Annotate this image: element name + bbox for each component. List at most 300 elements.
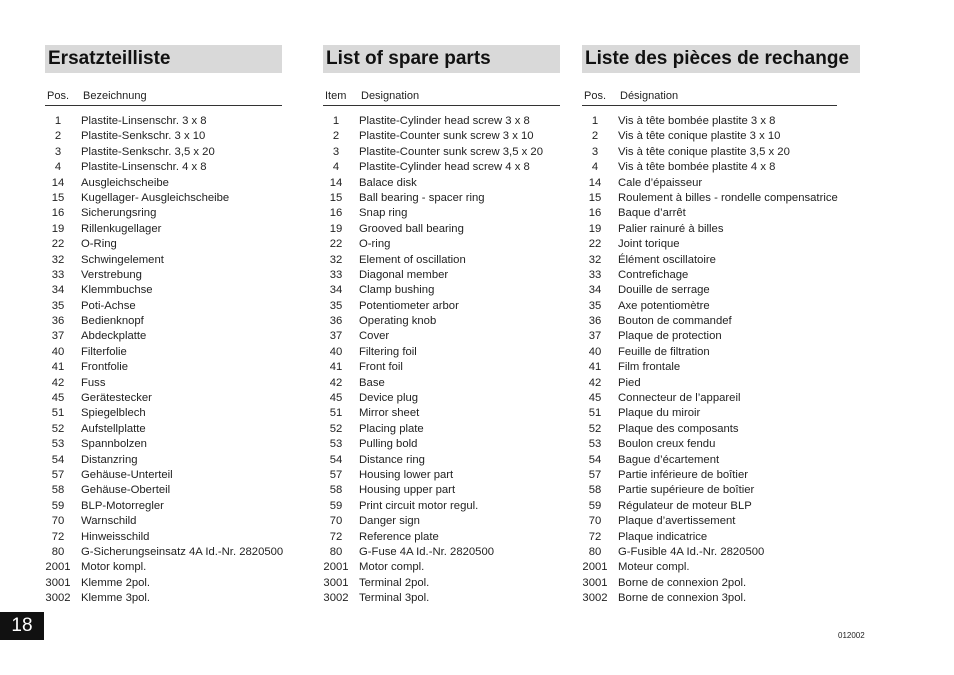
part-number: 34 — [588, 284, 602, 297]
header-number: Item — [325, 90, 347, 102]
part-number: 19 — [588, 222, 602, 235]
part-number: 3002 — [323, 592, 349, 605]
column-header — [582, 87, 837, 106]
part-number: 40 — [329, 345, 343, 358]
list-item — [582, 499, 860, 514]
part-description: Bague d’écartement — [618, 453, 720, 466]
part-description: Danger sign — [359, 515, 420, 528]
part-description: Plastite-Linsenschr. 4 x 8 — [81, 161, 207, 174]
part-description: Verstrebung — [81, 268, 142, 281]
list-item — [45, 299, 282, 314]
part-number: 58 — [588, 484, 602, 497]
list-item — [45, 145, 282, 160]
part-description: Axe potentiomètre — [618, 299, 710, 312]
part-description: Vis à tête bombée plastite 3 x 8 — [618, 115, 776, 127]
part-number: 54 — [51, 453, 65, 466]
list-item — [45, 360, 282, 375]
part-description: Abdeckplatte — [81, 330, 147, 343]
part-description: Terminal 2pol. — [359, 576, 430, 589]
list-item — [45, 530, 282, 545]
list-item — [45, 422, 282, 437]
part-number: 37 — [329, 330, 343, 343]
column-title: List of spare parts — [323, 45, 560, 73]
list-item — [323, 545, 560, 560]
parts-list — [582, 114, 860, 607]
list-item — [45, 329, 282, 344]
part-number: 2 — [591, 130, 599, 143]
part-number: 53 — [329, 438, 343, 451]
part-description: Boulon creux fendu — [618, 438, 716, 451]
part-description: Warnschild — [81, 515, 137, 528]
header-description: Désignation — [620, 90, 679, 102]
part-description: Ball bearing - spacer ring — [359, 191, 485, 204]
list-item — [582, 360, 860, 375]
part-number: 52 — [329, 422, 343, 435]
part-number: 59 — [51, 499, 65, 512]
list-item — [323, 145, 560, 160]
list-item — [582, 514, 860, 529]
list-item — [582, 329, 860, 344]
list-item — [582, 545, 860, 560]
part-number: 35 — [51, 299, 65, 312]
part-number: 3 — [332, 145, 340, 158]
part-number: 59 — [588, 499, 602, 512]
part-number: 4 — [54, 161, 62, 174]
list-item — [323, 222, 560, 237]
part-number: 34 — [51, 284, 65, 297]
list-item — [45, 206, 282, 221]
part-number: 1 — [332, 115, 340, 127]
list-item — [323, 329, 560, 344]
part-description: Base — [359, 376, 385, 389]
list-item — [582, 268, 860, 283]
list-item — [582, 114, 860, 129]
part-number: 59 — [329, 499, 343, 512]
part-number: 53 — [51, 438, 65, 451]
part-description: Moteur compl. — [618, 561, 690, 574]
list-item — [45, 237, 282, 252]
list-item — [45, 514, 282, 529]
column-title: Ersatzteilliste — [45, 45, 282, 73]
list-item — [45, 545, 282, 560]
part-description: Distanzring — [81, 453, 138, 466]
list-item — [45, 160, 282, 175]
part-number: 72 — [329, 530, 343, 543]
part-description: Filtering foil — [359, 345, 417, 358]
part-description: Diagonal member — [359, 268, 449, 281]
list-item — [45, 114, 282, 129]
list-item — [45, 483, 282, 498]
part-description: Gehäuse-Oberteil — [81, 484, 171, 497]
part-description: Gerätestecker — [81, 392, 152, 405]
part-number: 45 — [329, 392, 343, 405]
part-number: 51 — [51, 407, 65, 420]
part-description: Film frontale — [618, 361, 681, 374]
part-number: 52 — [588, 422, 602, 435]
part-number: 70 — [329, 515, 343, 528]
part-description: Bouton de commandef — [618, 315, 732, 328]
list-item — [323, 191, 560, 206]
part-description: Baque d’arrêt — [618, 207, 686, 220]
list-item — [323, 514, 560, 529]
page-number: 18 — [0, 612, 44, 640]
part-number: 3002 — [582, 592, 608, 605]
part-description: Klemmbuchse — [81, 284, 153, 297]
part-number: 16 — [329, 207, 343, 220]
part-description: Régulateur de moteur BLP — [618, 499, 752, 512]
column-header — [323, 87, 560, 106]
part-description: Borne de connexion 3pol. — [618, 592, 747, 605]
part-description: Feuille de filtration — [618, 345, 710, 358]
list-item — [582, 591, 860, 606]
column-header — [45, 87, 282, 106]
part-description: Klemme 3pol. — [81, 592, 151, 605]
part-description: Fuss — [81, 376, 106, 389]
part-description: Housing upper part — [359, 484, 456, 497]
part-description: O-Ring — [81, 238, 117, 251]
list-item — [323, 530, 560, 545]
list-item — [582, 576, 860, 591]
part-number: 32 — [51, 253, 65, 266]
part-number: 54 — [329, 453, 343, 466]
list-item — [323, 129, 560, 144]
part-number: 51 — [329, 407, 343, 420]
part-number: 33 — [329, 268, 343, 281]
part-number: 22 — [588, 238, 602, 251]
part-description: Plastite-Counter sunk screw 3,5 x 20 — [359, 145, 543, 158]
part-number: 36 — [588, 315, 602, 328]
part-number: 42 — [588, 376, 602, 389]
list-item — [323, 237, 560, 252]
header-description: Bezeichnung — [83, 90, 147, 102]
list-item — [582, 530, 860, 545]
list-item — [45, 499, 282, 514]
part-description: Hinweisschild — [81, 530, 150, 543]
part-description: Élément oscillatoire — [618, 253, 716, 266]
part-number: 16 — [588, 207, 602, 220]
list-item — [323, 560, 560, 575]
part-description: Klemme 2pol. — [81, 576, 151, 589]
part-description: Douille de serrage — [618, 284, 710, 297]
list-item — [582, 145, 860, 160]
part-number: 58 — [329, 484, 343, 497]
list-item — [582, 453, 860, 468]
part-description: Plaque des composants — [618, 422, 739, 435]
part-description: G-Fusible 4A Id.-Nr. 2820500 — [618, 545, 765, 558]
list-item — [323, 453, 560, 468]
part-description: Plastite-Linsenschr. 3 x 8 — [81, 115, 207, 127]
list-item — [323, 253, 560, 268]
document-code: 012002 — [838, 631, 865, 640]
part-number: 4 — [332, 161, 340, 174]
list-item — [582, 206, 860, 221]
part-number: 72 — [588, 530, 602, 543]
part-number: 70 — [51, 515, 65, 528]
part-description: Gehäuse-Unterteil — [81, 468, 173, 481]
list-item — [45, 560, 282, 575]
part-number: 52 — [51, 422, 65, 435]
list-item — [582, 176, 860, 191]
part-description: Plaque indicatrice — [618, 530, 708, 543]
list-item — [582, 483, 860, 498]
part-number: 40 — [51, 345, 65, 358]
part-description: Print circuit motor regul. — [359, 499, 479, 512]
list-item — [582, 253, 860, 268]
part-description: Vis à tête conique plastite 3 x 10 — [618, 130, 781, 143]
part-description: Rillenkugellager — [81, 222, 162, 235]
list-item — [323, 268, 560, 283]
part-number: 2 — [54, 130, 62, 143]
header-number: Pos. — [47, 90, 70, 102]
list-item — [582, 314, 860, 329]
list-item — [582, 391, 860, 406]
part-number: 1 — [54, 115, 62, 127]
header-description: Designation — [361, 90, 420, 102]
list-item — [323, 314, 560, 329]
part-number: 36 — [329, 315, 343, 328]
part-number: 3002 — [45, 592, 71, 605]
list-item — [323, 422, 560, 437]
part-number: 72 — [51, 530, 65, 543]
part-number: 3 — [591, 145, 599, 158]
part-description: Joint torique — [618, 238, 680, 251]
list-item — [582, 422, 860, 437]
part-number: 40 — [588, 345, 602, 358]
part-number: 41 — [51, 361, 65, 374]
list-item — [323, 176, 560, 191]
list-item — [582, 160, 860, 175]
part-description: Device plug — [359, 392, 419, 405]
part-number: 2 — [332, 130, 340, 143]
list-item — [582, 299, 860, 314]
part-number: 35 — [329, 299, 343, 312]
parts-list — [45, 114, 282, 607]
part-number: 41 — [588, 361, 602, 374]
part-number: 45 — [51, 392, 65, 405]
part-description: Bedienknopf — [81, 315, 144, 328]
part-number: 15 — [51, 191, 65, 204]
part-description: Connecteur de l’appareil — [618, 392, 741, 405]
part-description: Motor compl. — [359, 561, 425, 574]
part-description: Sicherungsring — [81, 207, 157, 220]
column-de — [45, 45, 282, 607]
part-number: 2001 — [323, 561, 349, 574]
list-item — [582, 129, 860, 144]
list-item — [45, 591, 282, 606]
part-description: G-Sicherungseinsatz 4A Id.-Nr. 2820500 — [81, 545, 284, 558]
part-description: Poti-Achse — [81, 299, 136, 312]
part-description: Schwingelement — [81, 253, 164, 266]
part-number: 19 — [51, 222, 65, 235]
part-number: 3001 — [45, 576, 71, 589]
list-item — [45, 406, 282, 421]
list-item — [323, 360, 560, 375]
part-number: 57 — [329, 468, 343, 481]
list-item — [582, 406, 860, 421]
part-description: Snap ring — [359, 207, 408, 220]
part-number: 4 — [591, 161, 599, 174]
part-number: 37 — [51, 330, 65, 343]
list-item — [45, 453, 282, 468]
part-description: Aufstellplatte — [81, 422, 146, 435]
part-description: O-ring — [359, 238, 391, 251]
part-description: Kugellager- Ausgleichscheibe — [81, 191, 230, 204]
list-item — [323, 114, 560, 129]
part-number: 80 — [51, 545, 65, 558]
list-item — [45, 314, 282, 329]
part-number: 3001 — [323, 576, 349, 589]
part-description: Plastite-Cylinder head screw 3 x 8 — [359, 115, 530, 127]
part-number: 33 — [588, 268, 602, 281]
list-item — [323, 345, 560, 360]
part-number: 32 — [588, 253, 602, 266]
part-description: Grooved ball bearing — [359, 222, 464, 235]
part-number: 58 — [51, 484, 65, 497]
list-item — [45, 176, 282, 191]
part-description: BLP-Motorregler — [81, 499, 164, 512]
part-description: Distance ring — [359, 453, 425, 466]
part-description: Pulling bold — [359, 438, 418, 451]
list-item — [45, 376, 282, 391]
part-description: Plastite-Senkschr. 3,5 x 20 — [81, 145, 215, 158]
part-description: Motor kompl. — [81, 561, 147, 574]
part-number: 34 — [329, 284, 343, 297]
list-item — [45, 222, 282, 237]
list-item — [323, 437, 560, 452]
list-item — [323, 160, 560, 175]
list-item — [323, 468, 560, 483]
part-number: 54 — [588, 453, 602, 466]
list-item — [45, 345, 282, 360]
list-item — [323, 206, 560, 221]
part-description: Palier rainuré à billes — [618, 222, 724, 235]
part-description: Balace disk — [359, 176, 417, 189]
part-description: Pied — [618, 376, 641, 389]
part-description: Potentiometer arbor — [359, 299, 459, 312]
list-item — [323, 499, 560, 514]
list-item — [45, 253, 282, 268]
part-number: 53 — [588, 438, 602, 451]
part-description: Cover — [359, 330, 390, 343]
list-item — [582, 376, 860, 391]
part-number: 14 — [51, 176, 65, 189]
list-item — [582, 222, 860, 237]
part-number: 16 — [51, 207, 65, 220]
list-item — [582, 468, 860, 483]
list-item — [45, 391, 282, 406]
part-description: Plaque de protection — [618, 330, 722, 343]
list-item — [582, 237, 860, 252]
part-description: Front foil — [359, 361, 403, 374]
part-number: 15 — [329, 191, 343, 204]
part-description: Cale d’épaisseur — [618, 176, 703, 189]
parts-list — [323, 114, 560, 607]
part-number: 36 — [51, 315, 65, 328]
part-description: Element of oscillation — [359, 253, 466, 266]
part-number: 57 — [51, 468, 65, 481]
part-description: Plaque du miroir — [618, 407, 701, 420]
list-item — [582, 345, 860, 360]
part-number: 70 — [588, 515, 602, 528]
part-description: Spiegelblech — [81, 407, 146, 420]
list-item — [582, 191, 860, 206]
part-number: 80 — [329, 545, 343, 558]
part-number: 32 — [329, 253, 343, 266]
part-description: Terminal 3pol. — [359, 592, 430, 605]
list-item — [582, 283, 860, 298]
part-number: 41 — [329, 361, 343, 374]
part-description: Clamp bushing — [359, 284, 435, 297]
part-description: Vis à tête bombée plastite 4 x 8 — [618, 161, 776, 174]
part-number: 3001 — [582, 576, 608, 589]
part-number: 80 — [588, 545, 602, 558]
part-number: 14 — [588, 176, 602, 189]
part-description: Spannbolzen — [81, 438, 147, 451]
part-description: Contrefichage — [618, 268, 689, 281]
part-number: 19 — [329, 222, 343, 235]
list-item — [323, 376, 560, 391]
list-item — [323, 283, 560, 298]
part-description: Partie supérieure de boîtier — [618, 484, 755, 497]
list-item — [45, 268, 282, 283]
list-item — [582, 560, 860, 575]
list-item — [323, 483, 560, 498]
part-number: 35 — [588, 299, 602, 312]
list-item — [323, 591, 560, 606]
part-description: Mirror sheet — [359, 407, 420, 420]
part-number: 42 — [329, 376, 343, 389]
part-number: 33 — [51, 268, 65, 281]
part-description: Borne de connexion 2pol. — [618, 576, 747, 589]
part-number: 3 — [54, 145, 62, 158]
part-number: 2001 — [45, 561, 71, 574]
part-number: 1 — [591, 115, 599, 127]
list-item — [323, 299, 560, 314]
part-description: Roulement à billes - rondelle compensatrice — [618, 191, 838, 204]
list-item — [45, 191, 282, 206]
part-description: Plastite-Counter sunk screw 3 x 10 — [359, 130, 534, 143]
part-number: 15 — [588, 191, 602, 204]
list-item — [45, 468, 282, 483]
part-number: 37 — [588, 330, 602, 343]
list-item — [45, 129, 282, 144]
part-description: Vis à tête conique plastite 3,5 x 20 — [618, 145, 790, 158]
list-item — [323, 576, 560, 591]
header-number: Pos. — [584, 90, 607, 102]
column-title: Liste des pièces de rechange — [582, 45, 860, 73]
part-description: Reference plate — [359, 530, 439, 543]
part-number: 2001 — [582, 561, 608, 574]
part-description: Plaque d’avertissement — [618, 515, 736, 528]
part-number: 22 — [51, 238, 65, 251]
list-item — [323, 391, 560, 406]
part-description: Ausgleichscheibe — [81, 176, 169, 189]
part-description: Operating knob — [359, 315, 437, 328]
list-item — [45, 576, 282, 591]
part-number: 14 — [329, 176, 343, 189]
part-number: 45 — [588, 392, 602, 405]
part-description: Plastite-Cylinder head screw 4 x 8 — [359, 161, 530, 174]
part-description: Partie inférieure de boîtier — [618, 468, 748, 481]
part-number: 22 — [329, 238, 343, 251]
part-description: Filterfolie — [81, 345, 127, 358]
list-item — [323, 406, 560, 421]
list-item — [45, 437, 282, 452]
column-en — [323, 45, 560, 607]
part-description: G-Fuse 4A Id.-Nr. 2820500 — [359, 545, 495, 558]
part-description: Placing plate — [359, 422, 424, 435]
part-number: 42 — [51, 376, 65, 389]
